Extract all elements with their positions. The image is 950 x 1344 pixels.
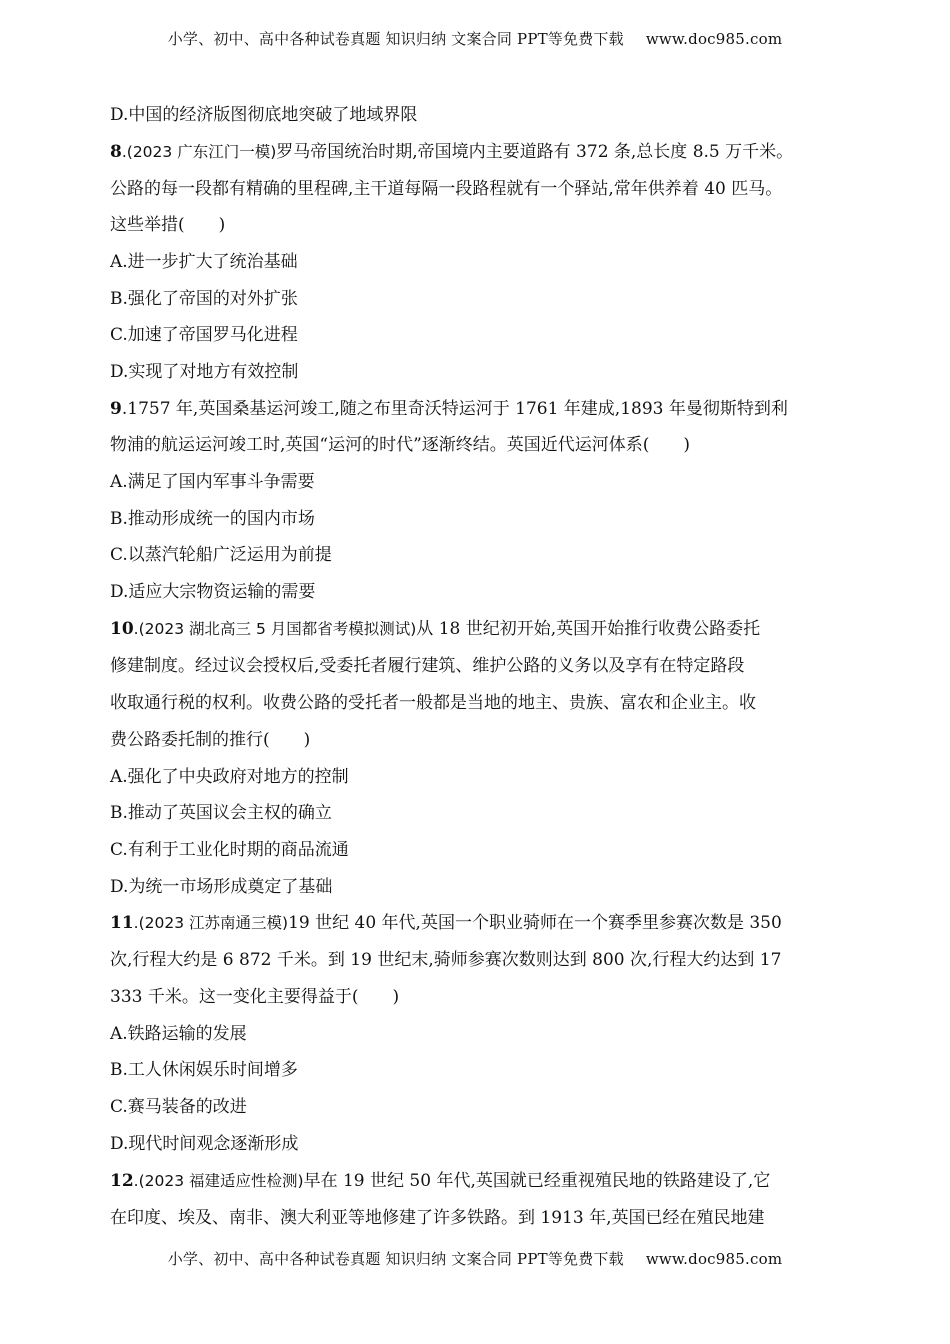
- q8-option-d: D.实现了对地方有效控制: [110, 362, 299, 382]
- q9-number: 9: [110, 399, 122, 419]
- q10-stem-line-4: 费公路委托制的推行( ): [110, 730, 311, 750]
- q10-stem-text-1: 从 18 世纪初开始,英国开始推行收费公路委托: [416, 619, 761, 639]
- q12-source: .(2023 福建适应性检测): [133, 1172, 304, 1190]
- q9-option-d: D.适应大宗物资运输的需要: [110, 582, 316, 602]
- q9-stem-text-1: .1757 年,英国桑基运河竣工,随之布里奇沃特运河于 1761 年建成,1893 年曼彻斯特到利: [121, 399, 788, 419]
- q10-number: 10: [110, 619, 134, 639]
- q8-stem-text-1: 罗马帝国统治时期,帝国境内主要道路有 372 条,总长度 8.5 万千米。: [276, 142, 794, 162]
- q11-stem-text-1: 19 世纪 40 年代,英国一个职业骑师在一个赛季里参赛次数是 350: [288, 913, 782, 933]
- header-text: 小学、初中、高中各种试卷真题 知识归纳 文案合同 PPT等免费下载: [167, 30, 624, 48]
- page-footer: [0, 1248, 950, 1269]
- q10-option-d: D.为统一市场形成奠定了基础: [110, 877, 333, 897]
- q12-stem-text-1: 早在 19 世纪 50 年代,英国就已经重视殖民地的铁路建设了,它: [303, 1171, 771, 1191]
- q8-option-a: A.进一步扩大了统治基础: [110, 252, 298, 272]
- q11-source: .(2023 江苏南通三模): [133, 914, 289, 932]
- q10-source: .(2023 湖北高三 5 月国都省考模拟测试): [133, 620, 417, 638]
- q12-stem-line-2: 在印度、埃及、南非、澳大利亚等地修建了许多铁路。到 1913 年,英国已经在殖民地建: [110, 1208, 765, 1228]
- q8-option-c: C.加速了帝国罗马化进程: [110, 325, 298, 345]
- q12-number: 12: [110, 1171, 134, 1191]
- q11-stem-line-1: [110, 912, 850, 934]
- q8-source: .(2023 广东江门一模): [121, 143, 277, 161]
- q10-option-c: C.有利于工业化时期的商品流通: [110, 840, 349, 860]
- q7-option-d: D.中国的经济版图彻底地突破了地域界限: [110, 105, 418, 125]
- q9-option-b: B.推动形成统一的国内市场: [110, 509, 315, 529]
- page-header: [0, 28, 950, 49]
- q11-number: 11: [110, 913, 134, 933]
- header-url[interactable]: www.doc985.com: [645, 30, 783, 48]
- q11-option-b: B.工人休闲娱乐时间增多: [110, 1060, 298, 1080]
- q9-option-c: C.以蒸汽轮船广泛运用为前提: [110, 545, 332, 565]
- footer-url[interactable]: www.doc985.com: [645, 1250, 783, 1268]
- q11-stem-line-2: 次,行程大约是 6 872 千米。到 19 世纪末,骑师参赛次数则达到 800 次,行程大约达到 17: [110, 950, 782, 970]
- q8-stem-line-1: [110, 141, 850, 163]
- q10-stem-line-2: 修建制度。经过议会授权后,受委托者履行建筑、维护公路的义务以及享有在特定路段: [110, 656, 745, 676]
- q11-stem-line-3: 333 千米。这一变化主要得益于( ): [110, 987, 400, 1007]
- q8-number: 8: [110, 142, 122, 162]
- q11-option-d: D.现代时间观念逐渐形成: [110, 1134, 299, 1154]
- q10-option-a: A.强化了中央政府对地方的控制: [110, 767, 349, 787]
- q11-option-a: A.铁路运输的发展: [110, 1024, 247, 1044]
- q10-stem-line-1: [110, 618, 850, 640]
- q11-option-c: C.赛马装备的改进: [110, 1097, 247, 1117]
- q10-stem-line-3: 收取通行税的权利。收费公路的受托者一般都是当地的地主、贵族、富农和企业主。收: [110, 693, 756, 713]
- q8-stem-line-3: 这些举措( ): [110, 215, 226, 235]
- q9-option-a: A.满足了国内军事斗争需要: [110, 472, 315, 492]
- q8-stem-line-2: 公路的每一段都有精确的里程碑,主干道每隔一段路程就有一个驿站,常年供养着 40 匹马。: [110, 179, 783, 199]
- q12-stem-line-1: [110, 1170, 850, 1192]
- q9-stem-line-2: 物浦的航运运河竣工时,英国“运河的时代”逐渐终结。英国近代运河体系( ): [110, 435, 691, 455]
- q10-option-b: B.推动了英国议会主权的确立: [110, 803, 332, 823]
- q9-stem-line-1: [110, 398, 850, 420]
- footer-text: 小学、初中、高中各种试卷真题 知识归纳 文案合同 PPT等免费下载: [167, 1250, 624, 1268]
- q8-option-b: B.强化了帝国的对外扩张: [110, 289, 298, 309]
